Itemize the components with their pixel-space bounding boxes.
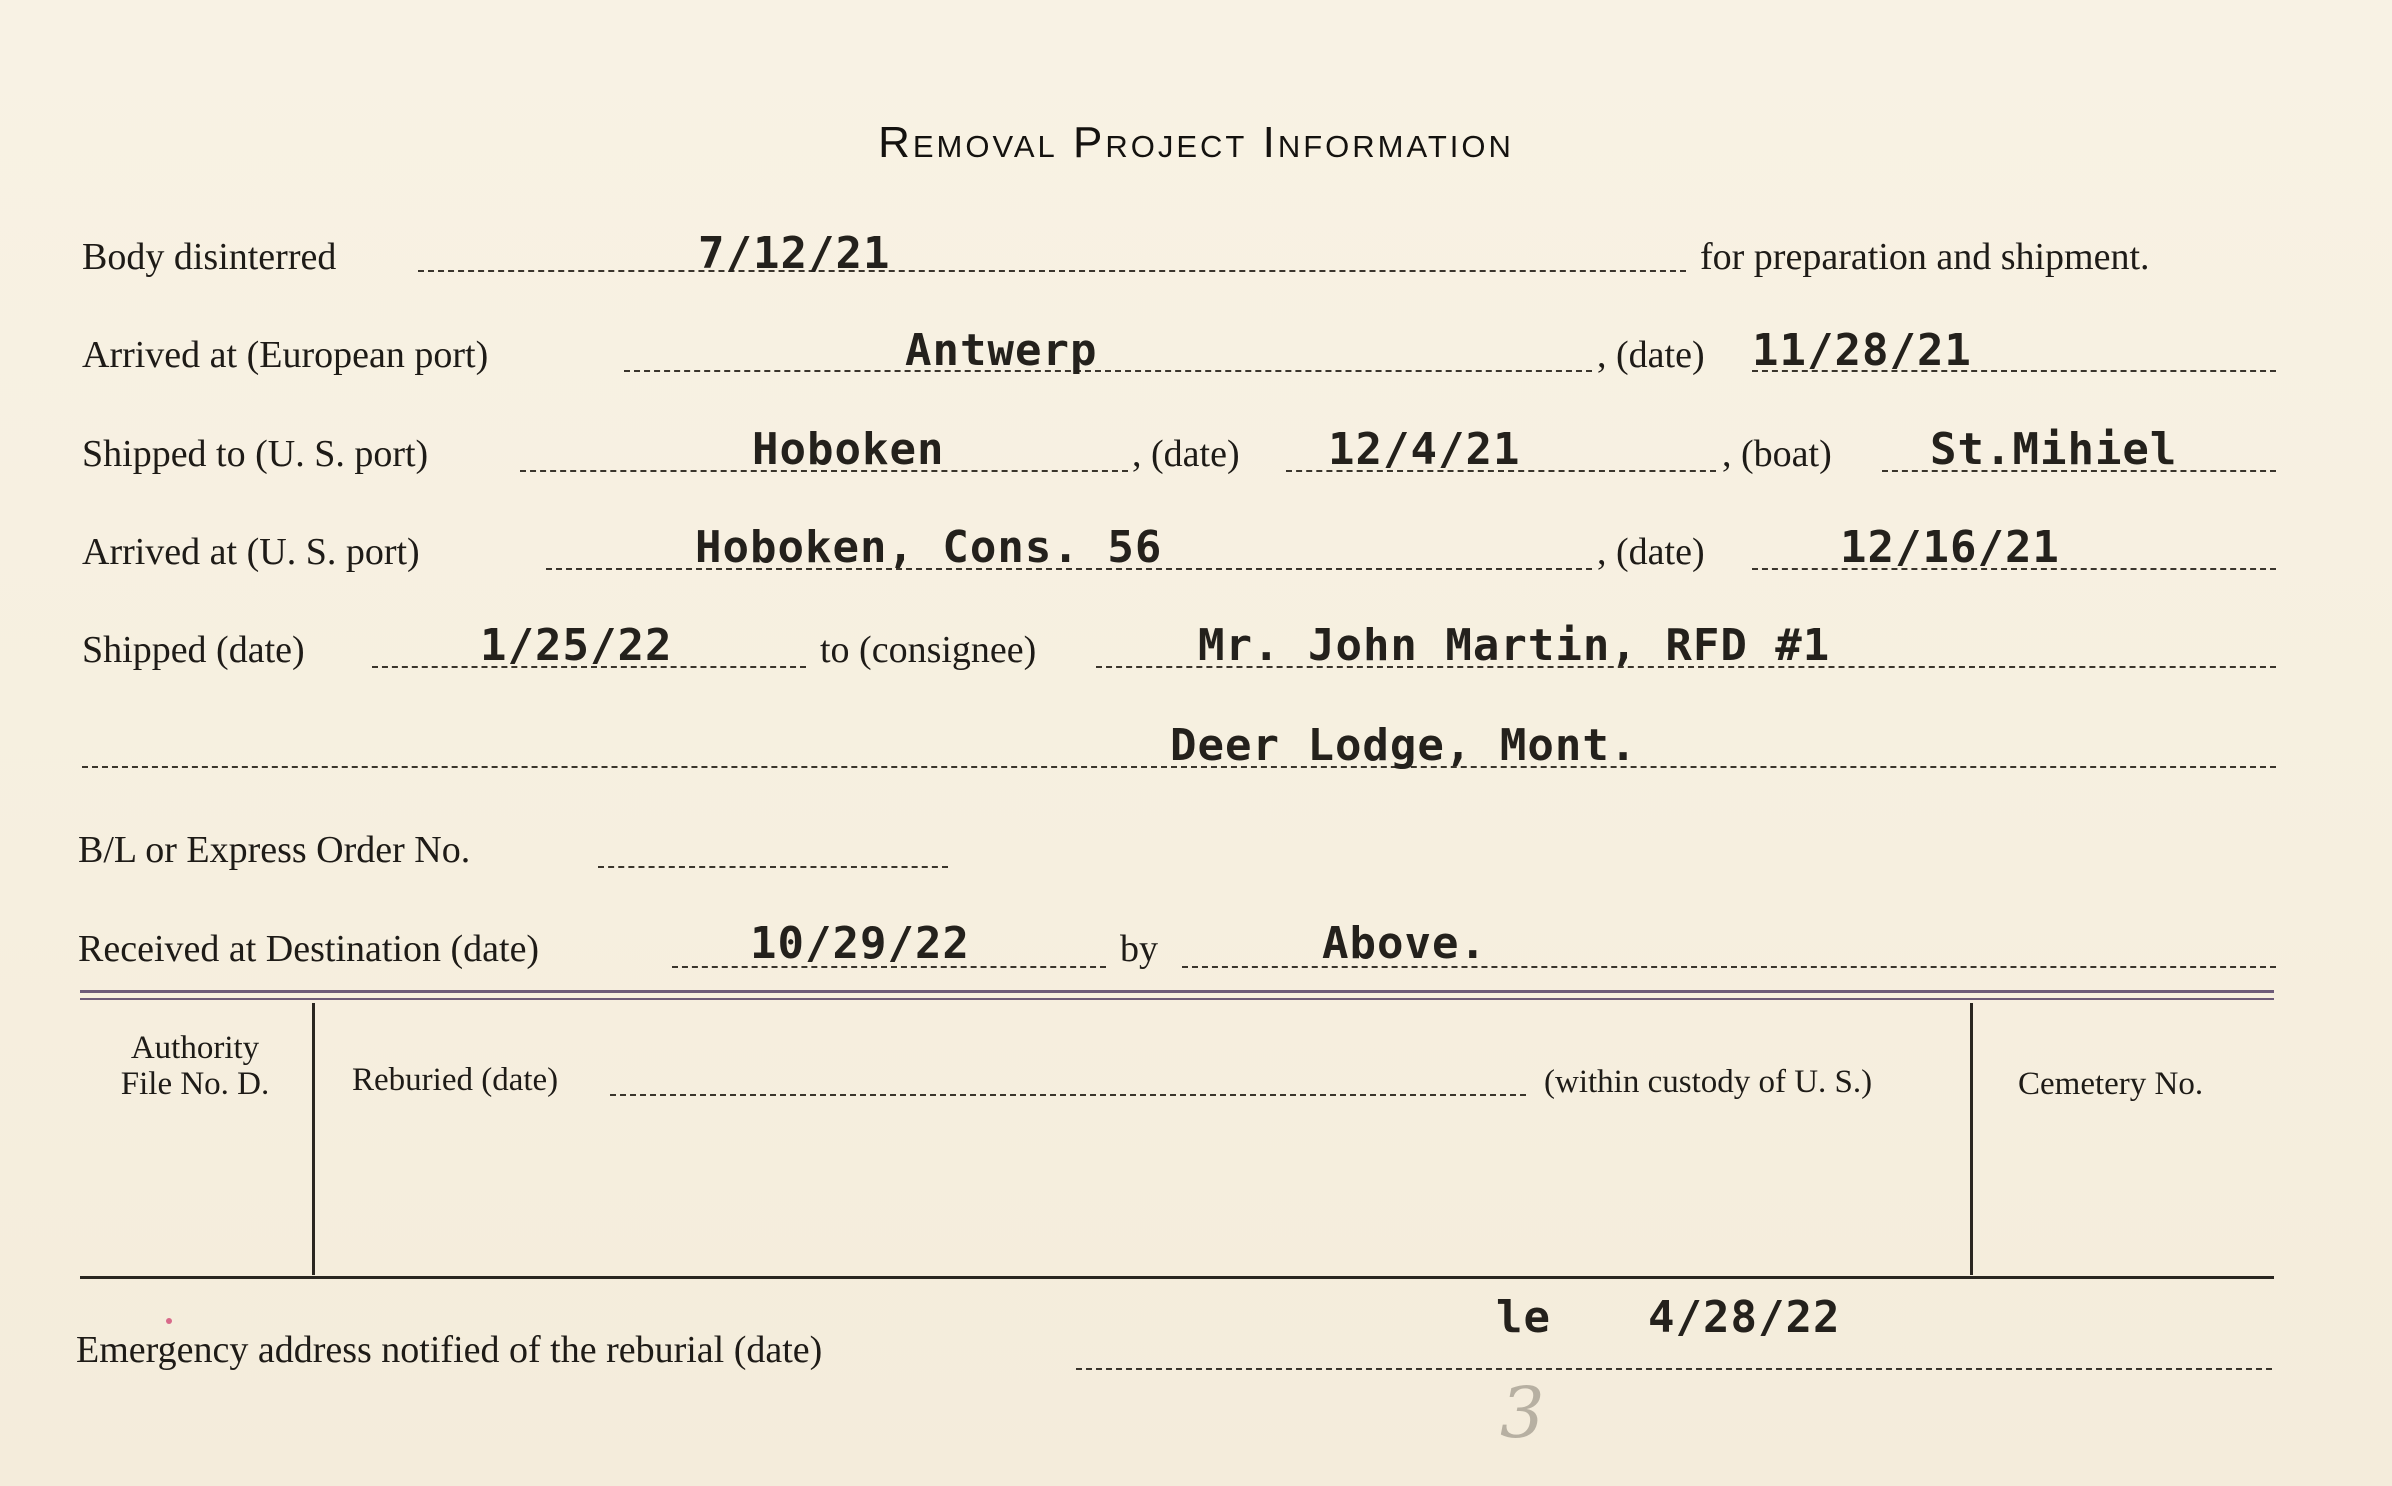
us-port-value: Hoboken <box>752 424 945 475</box>
received-label: Received at Destination (date) <box>78 928 540 970</box>
boat-label: , (boat) <box>1722 433 1832 475</box>
boat-value: St.Mihiel <box>1930 424 2178 475</box>
us-ship-date-label: , (date) <box>1132 433 1240 475</box>
column-divider-right <box>1970 1003 1973 1275</box>
consignee-address: Deer Lodge, Mont. <box>1170 720 1638 771</box>
body-disinterred-label: Body disinterred <box>82 236 337 278</box>
european-date-label: , (date) <box>1597 334 1705 376</box>
us-port-label: Shipped to (U. S. port) <box>82 433 429 475</box>
body-disinterred-line <box>418 270 1686 272</box>
authority-line-2: File No. D. <box>120 1066 270 1102</box>
emergency-label: Emergency address notified of the reburial (date) <box>76 1329 823 1371</box>
card-title: Removal Project Information <box>878 118 1514 167</box>
arrived-us-label: Arrived at (U. S. port) <box>82 531 420 573</box>
consignee-value: Mr. John Martin, RFD #1 <box>1198 620 1831 671</box>
european-port-value: Antwerp <box>905 325 1098 376</box>
arrived-us-date-value: 12/16/21 <box>1840 522 2060 573</box>
custody-label: (within custody of U. S.) <box>1544 1064 1873 1100</box>
european-port-label: Arrived at (European port) <box>82 334 489 376</box>
shipped-date-label: Shipped (date) <box>82 629 305 671</box>
lower-box-bottom <box>80 1276 2274 1279</box>
european-date-value: 11/28/21 <box>1752 325 1972 376</box>
arrived-us-value: Hoboken, Cons. 56 <box>695 522 1163 573</box>
ink-dot <box>166 1318 172 1324</box>
shipped-date-value: 1/25/22 <box>480 620 673 671</box>
authority-line-1: Authority <box>130 1030 260 1066</box>
emergency-code: le <box>1496 1292 1551 1343</box>
divider-bottom <box>80 998 2274 1000</box>
arrived-us-date-label: , (date) <box>1597 531 1705 573</box>
authority-label <box>82 1030 308 1102</box>
bl-order-label: B/L or Express Order No. <box>78 829 471 871</box>
divider-top <box>80 990 2274 993</box>
received-by-label: by <box>1120 928 1158 970</box>
received-date-value: 10/29/22 <box>750 918 970 969</box>
emergency-line <box>1076 1368 2272 1370</box>
body-disinterred-suffix: for preparation and shipment. <box>1700 236 2150 278</box>
consignee-label: to (consignee) <box>820 629 1037 671</box>
emergency-date: 4/28/22 <box>1648 1292 1841 1343</box>
reburied-label: Reburied (date) <box>352 1062 559 1098</box>
body-disinterred-date: 7/12/21 <box>698 228 891 279</box>
received-by-value: Above. <box>1322 918 1487 969</box>
pencil-mark: 3 <box>1500 1372 1545 1454</box>
cemetery-label: Cemetery No. <box>2018 1066 2204 1102</box>
column-divider-left <box>312 1003 315 1275</box>
us-ship-date-value: 12/4/21 <box>1328 424 1521 475</box>
reburied-line <box>610 1094 1526 1096</box>
european-port-line <box>624 370 1592 372</box>
bl-order-line <box>598 866 948 868</box>
